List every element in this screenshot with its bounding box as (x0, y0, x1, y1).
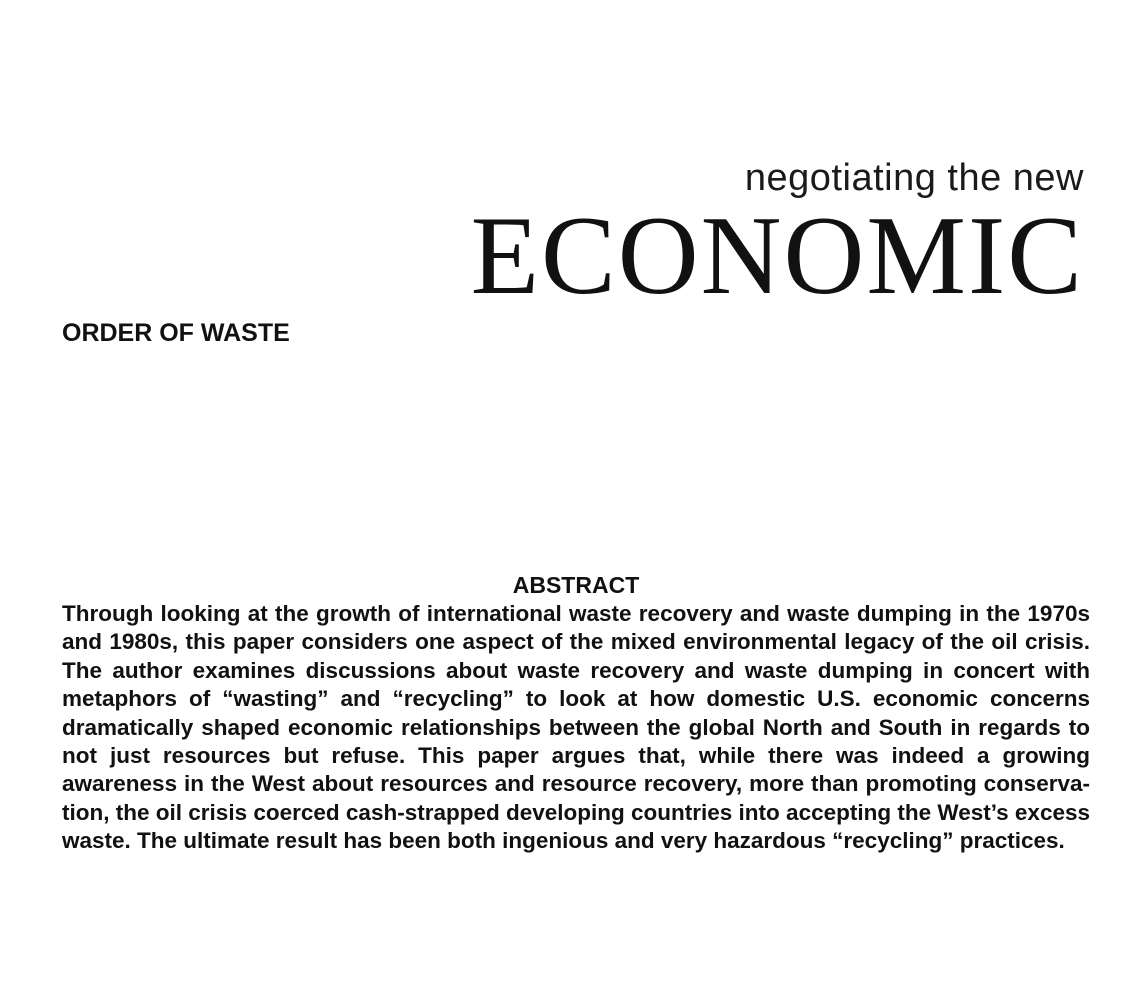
abstract-section (62, 570, 1090, 856)
main-title: ECONOMIC (470, 194, 1084, 318)
abstract-heading: ABSTRACT (512, 572, 640, 598)
abstract-body: Through looking at the growth of international waste recovery and waste dumping in the 1970s and 1980s, this paper considers one aspect of the mixed environmental legacy of the oil crisis. The author examines discussions about waste recovery and waste dumping in concert with metaphors of “wasting” and “recycling” to look at how domestic U.S. economic concerns dramatically shaped economic relationships between the global North and South in regards to not just resources but refuse. This paper argues that, while there was indeed a growing awareness in the West about resources and resource recovery, more than promoting conservation, the oil crisis coerced cash-strapped developing countries into accepting the West’s excess waste. The ultimate result has been both ingenious and very hazardous “recycling” practices. (62, 601, 1090, 854)
title-block (470, 156, 1084, 318)
subtitle: ORDER OF WASTE (62, 319, 290, 347)
title-kicker: negotiating the new (744, 157, 1084, 199)
